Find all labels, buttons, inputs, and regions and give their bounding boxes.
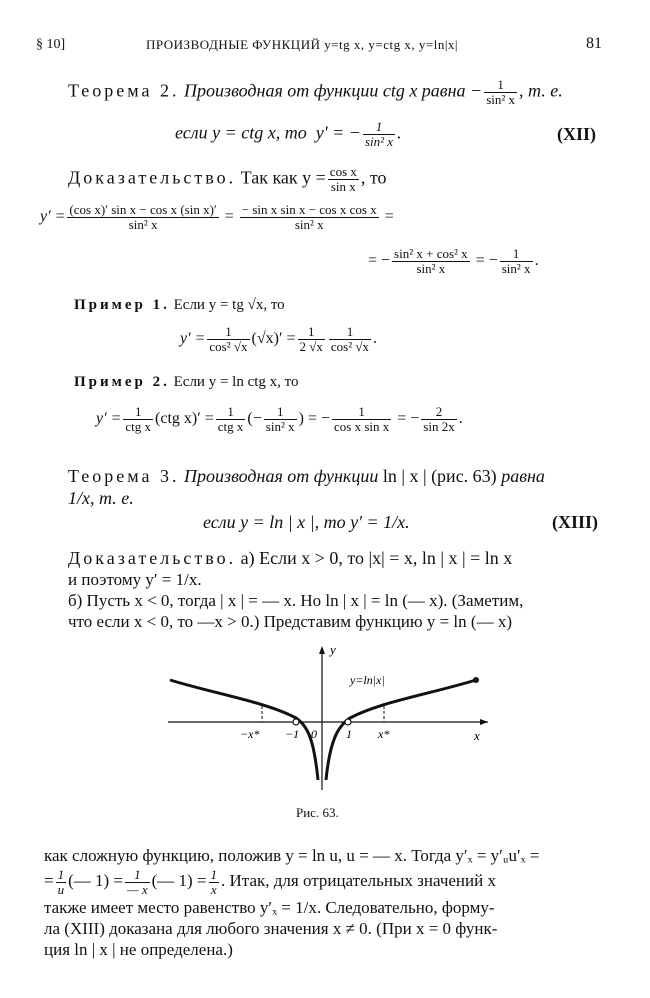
proof-2-line-1: y′ = $\frac{\text{(cos x)′ sin x − cos x (sin x)′}}{\text{sin² x}}$ = $\frac{\text{− sin x sin x − cos x cos x}}{\text{sin² x}}$ = [40, 202, 394, 232]
axis-y-label: y [330, 642, 336, 657]
formula-xii: если y = ctg x, то y′ = − $\frac{1}{\text{sin² x}}$ . [175, 119, 402, 149]
page-number: 81 [586, 35, 602, 52]
tick-neg-one: −1 [285, 727, 300, 741]
figure-caption: Рис. 63. [296, 805, 339, 820]
closing-line-2: = $\frac{1}{u}$ (— 1) = $\frac{1}{— x}$ (— 1) = $\frac{1}{x}$ . Итак, для отрицательных значений x [44, 867, 496, 897]
running-title: ПРОИЗВОДНЫЕ ФУНКЦИЙ y=tg x, y=ctg x, y=ln|x| [146, 37, 459, 52]
proof-3-line-a2: и поэтому y′ = 1/x. [68, 570, 202, 589]
tick-xstar: x* [378, 727, 390, 741]
example-1: Пример 1. Если y = tg √x, то [74, 297, 285, 313]
tick-zero: 0 [311, 727, 317, 741]
formula-xiii: если y = ln | x |, то y′ = 1/x. [203, 512, 410, 532]
x-axis-arrow [480, 719, 488, 725]
theorem-2: Теорема 2. Производная от функции ctg x равна − $\frac{1}{\text{sin² x}}$ , т. е. [68, 77, 563, 107]
y-axis-arrow [319, 646, 325, 654]
theorem-3: Теорема 3. Производная от функции ln | x | (рис. 63) равна [68, 466, 545, 486]
proof-2-intro: Доказательство. Так как y = $\frac{\text{cos x}}{\text{sin x}}$ , то [68, 164, 387, 194]
equation-tag-xiii: (XIII) [552, 512, 599, 532]
theorem-2-label: Теорема 2. [68, 80, 180, 101]
example-2-formula: y′ = $\frac{1}{\text{ctg x}}$ (ctg x)′ = $\frac{1}{\text{ctg x}}$ (− $\frac{1}{\text{sin² x}}$ ) = − $\frac{1}{\text{cos x sin x}}$ = − $\frac{2}{\sin 2x}$ . [96, 404, 463, 434]
theorem-2-fraction: $\frac{1}{\text{sin² x}}$ [486, 77, 516, 107]
closing-line-3: также имеет место равенство y′ₓ = 1/x. Следовательно, форму- [44, 898, 495, 917]
theorem-2-statement: Производная от функции ctg x равна − [184, 80, 483, 101]
graph-label: y=ln|x| [350, 673, 385, 687]
closing-line-4: ла (XIII) доказана для любого значения x ≠ 0. (При x = 0 функ- [44, 919, 498, 938]
example-2: Пример 2. Если y = ln ctg x, то [74, 374, 299, 390]
proof-3-line-b2: что если x < 0, то —x > 0.) Представим функцию y = ln (— x) [68, 612, 512, 631]
example-1-formula: y′ = $\frac{1}{\text{cos² √x}}$ (√x)′ = $\frac{1}{2 √x}$ $\frac{1}{\text{cos² √x}}$ . [180, 324, 378, 354]
root-marker-one [345, 719, 351, 725]
closing-line-5: ция ln | x | не определена.) [44, 940, 233, 959]
proof-3-line-b1: б) Пусть x < 0, тогда | x | = — x. Но ln | x | = ln (— x). (Заметим, [68, 591, 524, 610]
closing-line-1: как сложную функцию, положив y = ln u, u = — x. Тогда y′ₓ = y′ᵤu′ₓ = [44, 846, 540, 865]
tick-neg-xstar: −x* [240, 727, 260, 741]
root-marker-neg-one [293, 719, 299, 725]
equation-tag-xii: (XII) [557, 124, 596, 144]
proof-2-line-2: = − $\frac{\text{sin² x + cos² x}}{\text{sin² x}}$ = − $\frac{1}{\text{sin² x}}$ . [368, 246, 539, 276]
proof-3-line-a: Доказательство. а) Если x > 0, то |x| = x, ln | x | = ln x [68, 548, 513, 568]
figure-63-graph [0, 640, 650, 800]
curve-endpoint-right [473, 677, 479, 683]
section-number: § 10] [36, 37, 66, 52]
tick-one: 1 [346, 727, 352, 741]
theorem-3-line-2: 1/x, т. е. [68, 488, 134, 508]
axis-x-label: x [474, 728, 480, 743]
